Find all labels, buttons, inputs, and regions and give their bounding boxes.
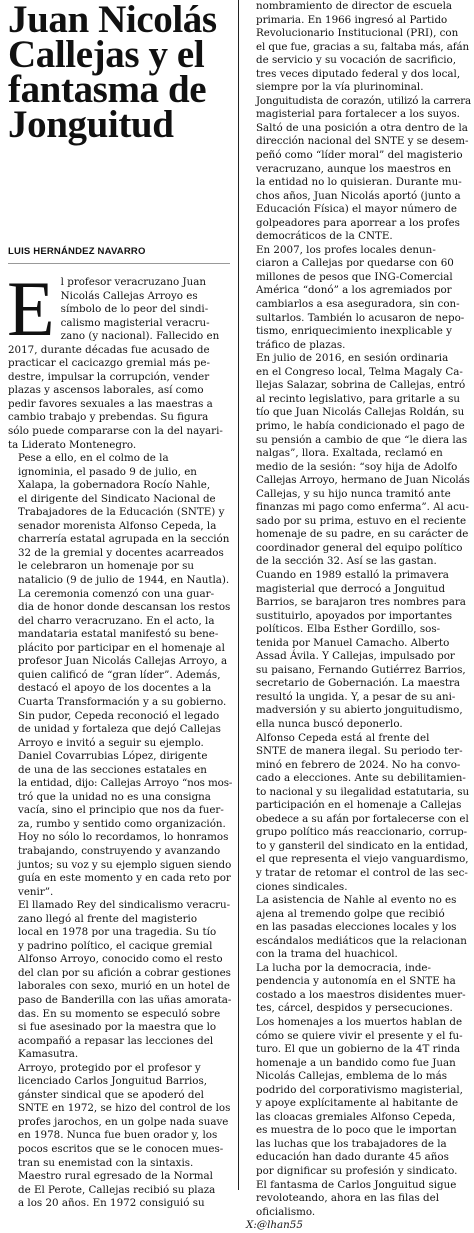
paragraph xyxy=(8,1170,230,1211)
paragraph xyxy=(246,894,468,962)
text-line: por dignificar su profesión y sindicato. xyxy=(256,1165,458,1178)
text-line: de El Perote, Callejas recibió su plaza xyxy=(18,1183,216,1196)
text-line: símbolo de lo peor del sindi- xyxy=(60,303,209,316)
text-line: Callejas, y su hijo nunca tramitó ante xyxy=(256,487,451,500)
text-line: Assad Ávila. Y Callejas, impulsado por xyxy=(256,650,455,663)
paragraph xyxy=(246,962,468,1219)
text-line: Nicolás Callejas Arroyo es xyxy=(60,289,198,302)
text-line: Cuando en 1989 estalló la primavera xyxy=(256,568,449,581)
text-line: En 2007, los profes locales denun- xyxy=(256,243,436,256)
text-line: en el Congreso local, Telma Magaly Ca- xyxy=(256,365,463,378)
text-line: Cuarta Transformación y a su gobierno. xyxy=(18,695,227,708)
text-line: América “donó” a los agremiados por xyxy=(256,284,452,297)
text-line: al recinto legislativo, para gritarle a su xyxy=(256,392,461,405)
text-line: laborales con sexo, murió en un hotel de xyxy=(18,980,230,993)
text-line: secretario de Gobernación. La maestra xyxy=(256,677,461,690)
text-line: Saltó de una posición a otra dentro de la xyxy=(256,121,468,134)
text-line: revoloteando, ahora en las filas del xyxy=(256,1192,439,1205)
text-line: Los homenajes a los muertos hablan de xyxy=(256,1016,463,1029)
text-line: licenciado Carlos Jonguitud Barrios, xyxy=(18,1075,208,1088)
text-line: trabajando, construyendo y avanzando xyxy=(18,844,221,857)
text-line: veracruzano, aunque los maestros en xyxy=(256,162,452,175)
text-line: medio de la sesión: “soy hija de Adolfo xyxy=(256,460,458,473)
paragraph xyxy=(246,732,468,895)
text-line: sustituirlo, apoyados por importantes xyxy=(256,609,453,622)
text-line: democráticos de la CNTE. xyxy=(256,230,393,243)
headline xyxy=(8,0,230,146)
byline: LUIS HERNÁNDEZ NAVARRO xyxy=(8,246,230,264)
text-line: ella nunca buscó deponerlo. xyxy=(256,717,403,730)
author-signature: X:@lhan55 xyxy=(246,1219,303,1232)
text-line: de servicio y su vocación de sacrificio, xyxy=(256,54,457,67)
text-line: la entidad no lo quisieran. Durante mu- xyxy=(256,176,462,189)
text-line: tró que la unidad no es una consigna xyxy=(18,790,211,803)
text-line: tran su enemistad con la sintaxis. xyxy=(18,1156,194,1169)
text-line: Alfonso Cepeda está al frente del xyxy=(256,731,430,744)
text-line: millones de pesos que ING-Comercial xyxy=(256,270,453,283)
text-line: participación en el homenaje a Callejas xyxy=(256,799,462,812)
text-line: con la trama del huachicol. xyxy=(256,948,398,961)
text-line: calismo magisterial veracru- xyxy=(60,316,210,329)
text-line: grupo político más reaccionario, corrup- xyxy=(256,826,468,839)
text-line: sólo puede compararse con la del nayari- xyxy=(8,425,223,438)
text-line: oficialismo. xyxy=(256,1205,316,1218)
text-line: plácito por participar en el homenaje al xyxy=(18,641,225,654)
paragraph xyxy=(8,899,230,1062)
text-line: minó en febrero de 2024. No ha convo- xyxy=(256,758,461,771)
paragraph xyxy=(246,244,468,352)
text-line: zano (y nacional). Fallecido en xyxy=(60,330,220,343)
text-line: sultarlos. También lo acusaron de nepo- xyxy=(256,311,465,324)
text-line: magisterial que derrocó a Jonguitud xyxy=(256,582,446,595)
text-line: chos años, Juan Nicolás aportó (junto a xyxy=(256,189,461,202)
text-line: en 1978. Nunca fue buen orador y, los xyxy=(18,1129,218,1142)
text-line: plazas y ascensos laborales, así como xyxy=(8,384,204,397)
text-line: Trabajadores de la Educación (SNTE) y xyxy=(18,506,225,519)
text-line: senador morenista Alfonso Cepeda, la xyxy=(18,519,217,532)
text-line: das. En su momento se especuló sobre xyxy=(18,1007,221,1020)
text-line: cado a elecciones. Ante su debilitamien- xyxy=(256,772,466,785)
paragraph xyxy=(7,265,230,452)
text-line: las cloacas gremiales Alfonso Cepeda, xyxy=(256,1110,456,1123)
text-line: de una de las secciones estatales en xyxy=(18,763,207,776)
text-line: la entidad, dijo: Callejas Arroyo “nos mos- xyxy=(18,777,233,790)
column-divider xyxy=(238,0,239,1190)
paragraph xyxy=(8,452,230,587)
text-line: venir”. xyxy=(18,885,54,898)
text-line: charrería estatal agrupada en la sección xyxy=(18,533,230,546)
text-line: el que fue, gracias a su, faltaba más, afán xyxy=(256,40,470,53)
headline-line: Jonguitud xyxy=(8,103,174,146)
text-line: siempre por la vía plurinominal. xyxy=(256,81,424,94)
text-line: quien calificó de “gran líder”. Además, xyxy=(18,668,221,681)
article-body-right xyxy=(246,0,471,1219)
text-line: coordinador general del equipo político xyxy=(256,541,463,554)
text-line: si fue asesinado por la maestra que lo xyxy=(18,1021,217,1034)
text-line: vacía, sino el principio que nos da fuer- xyxy=(18,804,224,817)
text-line: natalicio (9 de julio de 1944, en Nautla). xyxy=(18,574,230,587)
text-line: Pese a ello, en el colmo de la xyxy=(18,452,169,465)
paragraph xyxy=(246,0,471,244)
text-line: za, rumbo y sentido como organización. xyxy=(18,817,226,830)
text-line: las luchas que los trabajadores de la xyxy=(256,1137,447,1150)
text-line: Xalapa, la gobernadora Rocío Nahle, xyxy=(18,479,211,492)
text-line: su pensión a cambio de que “le diera las xyxy=(256,433,468,446)
text-line: en las pasadas elecciones locales y los xyxy=(256,921,457,934)
text-line: escándalos mediáticos que la relacionan xyxy=(256,934,467,947)
text-line: destre, impulsar la corrupción, vender xyxy=(8,370,210,383)
text-line: llejas Salazar, sobrina de Callejas, entró xyxy=(256,379,466,392)
text-line: Revolucionario Institucional (PRI), con xyxy=(256,27,459,40)
text-line: El fantasma de Carlos Jonguitud sigue xyxy=(256,1178,457,1191)
text-line: del clan por su afición a cobrar gestiones xyxy=(18,966,231,979)
text-line: obedece a su afán por fortalecerse con el xyxy=(256,812,469,825)
article-body-left xyxy=(7,265,233,1211)
text-line: acompañó a repasar las lecciones del xyxy=(18,1034,214,1047)
text-line: Sin pudor, Cepeda reconoció el legado xyxy=(18,709,220,722)
text-line: pendencia y autonomía en el SNTE ha xyxy=(256,975,456,988)
text-line: practicar el cacicazgo gremial más pe- xyxy=(8,357,210,370)
text-line: ciones sindicales. xyxy=(256,880,348,893)
text-line: resultó la ungida. Y, a pesar de su ani- xyxy=(256,690,456,703)
paragraph xyxy=(246,352,468,569)
text-line: Nicolás Callejas, emblema de lo más xyxy=(256,1070,448,1083)
text-line: y padrino político, el cacique gremial xyxy=(18,939,213,952)
text-line: educación han dado durante 45 años xyxy=(256,1151,449,1164)
text-line: profes jarochos, en un golpe nada suave xyxy=(18,1115,229,1128)
text-line: ta Liderato Montenegro. xyxy=(8,438,137,451)
text-line: homenaje a un bandido como fue Juan xyxy=(256,1056,456,1069)
text-line: peñó como “líder moral” del magisterio xyxy=(256,149,463,162)
text-line: 2017, durante décadas fue acusado de xyxy=(8,343,210,356)
text-line: gánster sindical que se apoderó del xyxy=(18,1088,204,1101)
text-line: ciaron a Callejas por quedarse con 60 xyxy=(256,257,454,270)
text-line: nalgas”, llora. Exaltada, reclamó en xyxy=(256,447,443,460)
text-line: La ceremonia comenzó con una guar- xyxy=(18,587,215,600)
text-line: tráfico de plazas. xyxy=(256,338,346,351)
text-line: Jonguitudista de corazón, utilizó la carrera xyxy=(256,94,471,107)
paragraph xyxy=(246,569,468,732)
text-line: golpeadores para aporrear a los profes xyxy=(256,216,460,229)
paragraph xyxy=(8,1062,230,1170)
text-line: destacó el apoyo de los docentes a la xyxy=(18,682,212,695)
text-line: madversión y su abierto jonguitudismo, xyxy=(256,704,463,717)
text-line: Arroyo, protegido por el profesor y xyxy=(18,1061,201,1074)
text-line: primaria. En 1966 ingresó al Partido xyxy=(256,13,448,26)
paragraph xyxy=(8,750,233,899)
text-line: el dirigente del Sindicato Nacional de xyxy=(18,492,216,505)
text-line: y apoye explícitamente al habitante de xyxy=(256,1097,459,1110)
text-line: le celebraron un homenaje por su xyxy=(18,560,195,573)
text-line: nombramiento de director de escuela xyxy=(256,0,453,12)
text-line: de unidad y fortaleza que dejó Callejas xyxy=(18,723,221,736)
text-line: su paisano, Fernando Gutiérrez Barrios, xyxy=(256,663,466,676)
text-line: paso de Banderilla con las uñas amorata- xyxy=(18,993,232,1006)
text-line: Alfonso Arroyo, conocido como el resto xyxy=(18,953,223,966)
text-line: a los 20 años. En 1972 consiguió su xyxy=(18,1197,205,1210)
text-line: juntos; su voz y su ejemplo siguen siendo xyxy=(18,858,232,871)
text-line: Hoy no sólo lo recordamos, lo honramos xyxy=(18,831,229,844)
text-line: dirección nacional del SNTE y se desem- xyxy=(256,135,469,148)
text-line: dia de honor donde descansan los restos xyxy=(18,601,231,614)
text-line: tres veces diputado federal y dos local, xyxy=(256,67,461,80)
text-line: 32 de la gremial y docentes acarreados xyxy=(18,546,224,559)
right-column xyxy=(246,0,471,1233)
text-line: En julio de 2016, en sesión ordinaria xyxy=(256,352,449,365)
text-line: l profesor veracruzano Juan xyxy=(60,276,207,288)
text-line: primo, le había condicionado el pago de xyxy=(256,419,465,432)
text-line: Kamasutra. xyxy=(18,1048,79,1061)
text-line: finanzas mi pago como enferma”. Al acu- xyxy=(256,501,469,514)
text-line: zano llegó al frente del magisterio xyxy=(18,912,198,925)
text-line: magisterial para fortalecer a los suyos. xyxy=(256,108,460,121)
paragraph xyxy=(8,710,230,751)
text-line: Daniel Covarrubias López, dirigente xyxy=(18,750,208,763)
text-line: costado a los maestros disidentes muer- xyxy=(256,988,466,1001)
text-line: Educación Física) el mayor número de xyxy=(256,203,457,216)
text-line: Callejas Arroyo, hermano de Juan Nicolás xyxy=(256,474,470,487)
text-line: mandataria estatal manifestó su bene- xyxy=(18,628,219,641)
text-line: cambiarlos a esa aseguradora, sin con- xyxy=(256,298,460,311)
text-line: tes, cárcel, despidos y persecuciones. xyxy=(256,1002,453,1015)
headline-line: Juan Nicolás xyxy=(8,0,217,41)
text-line: el que representa el viejo vanguardismo, xyxy=(256,853,469,866)
text-line: y tratar de retomar el control de las sec- xyxy=(256,867,468,879)
text-line: SNTE de manera ilegal. Su periodo ter- xyxy=(256,745,463,758)
text-line: pedir favores sexuales a las maestras a xyxy=(8,397,213,410)
text-line: es muestra de lo poco que le importan xyxy=(256,1124,457,1137)
text-line: La asistencia de Nahle al evento no es xyxy=(256,894,457,907)
text-line: Barrios, se barajaron tres nombres para xyxy=(256,596,466,609)
text-line: del charro veracruzano. En el acto, la xyxy=(18,614,215,627)
text-line: pocos escritos que se le conocen mues- xyxy=(18,1143,224,1155)
left-column xyxy=(7,0,233,1211)
paragraph xyxy=(8,588,230,710)
text-line: ajena al tremendo golpe que recibió xyxy=(256,907,445,920)
text-line: sado por su prima, estuvo en el reciente xyxy=(256,514,467,527)
text-line: tenida por Manuel Camacho. Alberto xyxy=(256,636,450,649)
text-line: guía en este momento y en cada reto por xyxy=(18,872,231,885)
text-line: Maestro rural egresado de la Normal xyxy=(18,1170,213,1183)
text-line: SNTE en 1972, se hizo del control de los xyxy=(18,1102,231,1115)
text-line: El llamado Rey del sindicalismo veracru- xyxy=(18,899,231,912)
text-line: cambio trabajo y prebendas. Su figura xyxy=(8,411,209,424)
text-line: to y gansteril del sindicato en la entidad, xyxy=(256,839,469,852)
text-line: tío que Juan Nicolás Callejas Roldán, su xyxy=(256,406,465,419)
text-line: turo. El que un gobierno de la 4T rinda xyxy=(256,1043,461,1056)
text-line: local en 1978 por una tragedia. Su tío xyxy=(18,926,217,939)
text-line: homenaje de su padre, en su carácter de xyxy=(256,528,469,541)
text-line: tismo, enriquecimiento inexplicable y xyxy=(256,325,452,338)
headline-line: Callejas y el xyxy=(8,33,205,76)
text-line: Arroyo e invitó a seguir su ejemplo. xyxy=(18,736,204,749)
headline-line: fantasma de xyxy=(8,68,207,111)
text-line: cómo se quiere vivir el presente y el fu- xyxy=(256,1029,463,1042)
text-line: La lucha por la democracia, inde- xyxy=(256,961,431,974)
drop-cap: E xyxy=(7,265,55,352)
text-line: podrido del corporativismo magisterial, xyxy=(256,1083,463,1096)
text-line: ignominia, el pasado 9 de julio, en xyxy=(18,465,197,478)
text-line: to nacional y su ilegalidad estatutaria, su xyxy=(256,785,470,798)
text-line: profesor Juan Nicolás Callejas Arroyo, a xyxy=(18,655,228,668)
text-line: políticos. Elba Esther Gordillo, sos- xyxy=(256,623,441,636)
text-line: de la sección 32. Así se las gastan. xyxy=(256,555,437,568)
